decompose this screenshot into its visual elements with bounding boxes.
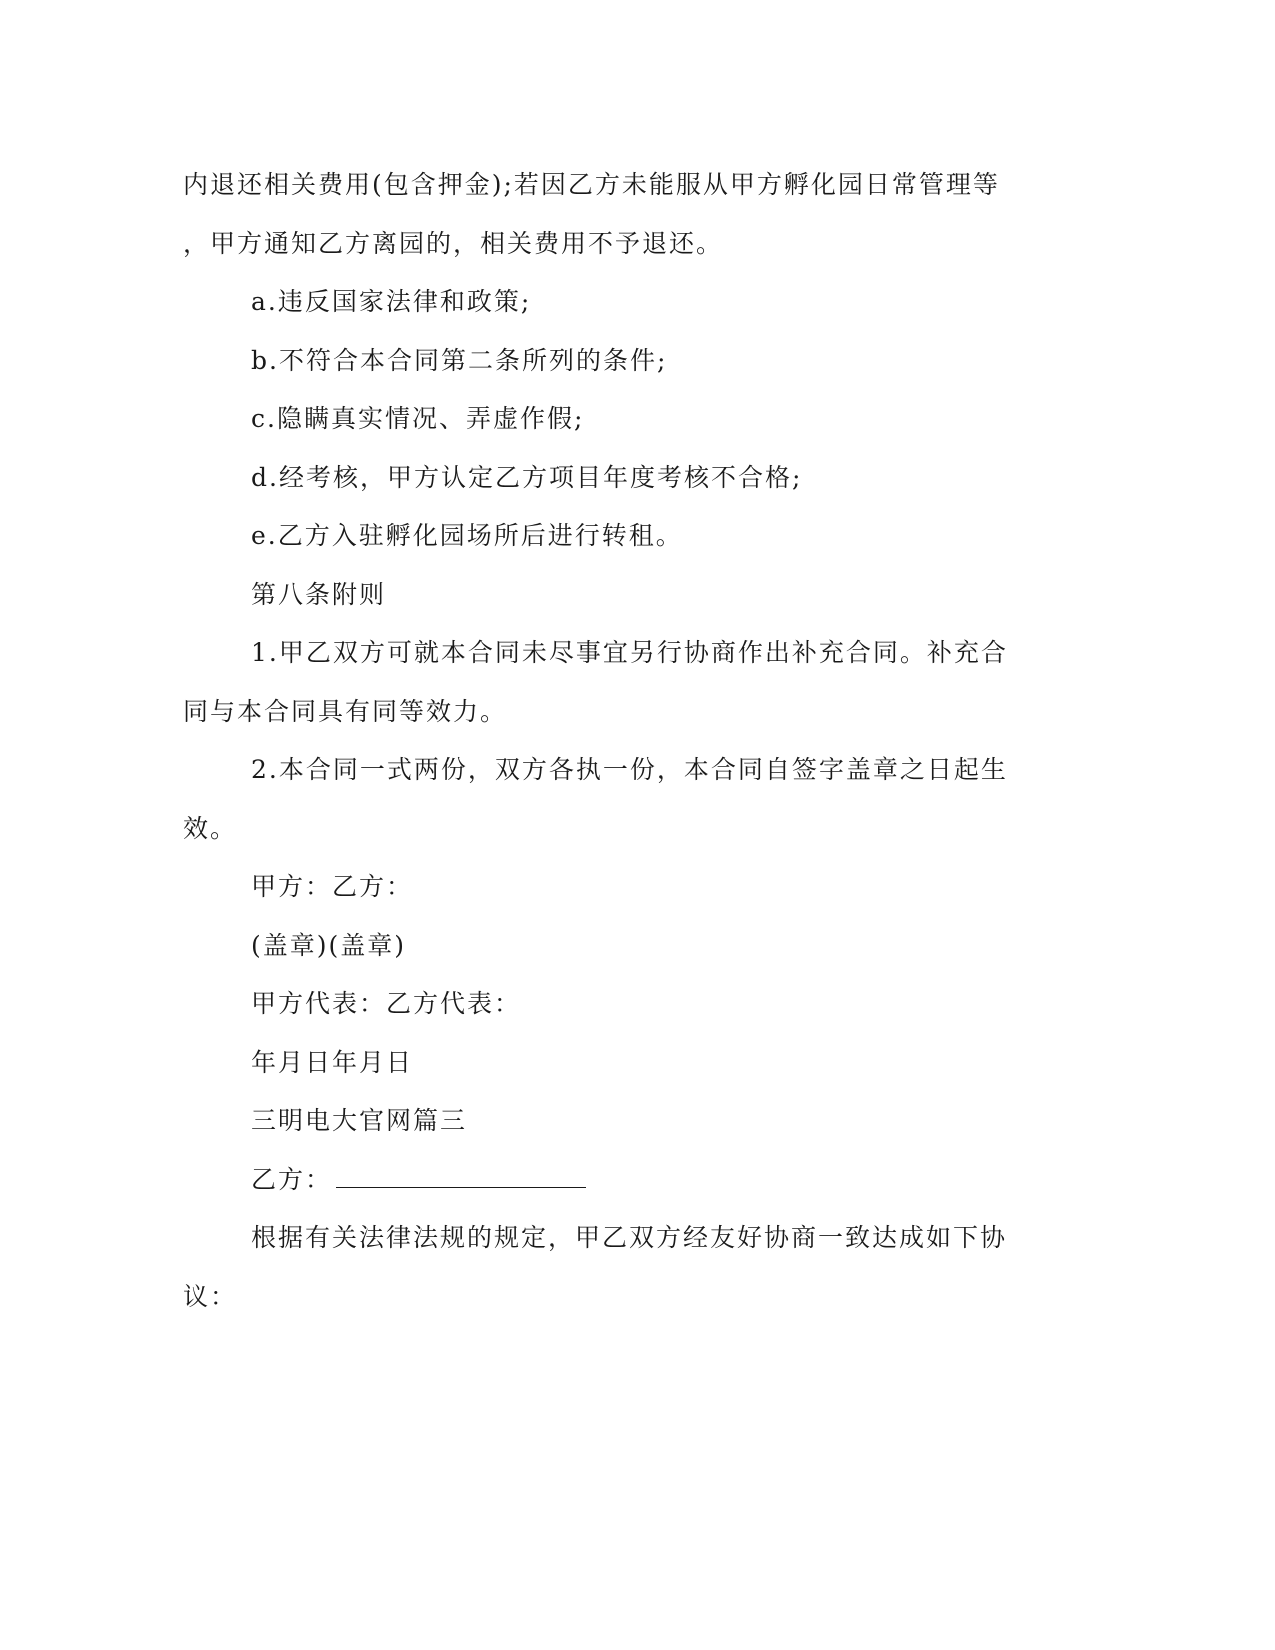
list-item: e.乙方入驻孵化园场所后进行转租。 [251,521,683,550]
section-title: 三明电大官网篇三 [251,1106,468,1135]
signature-representatives: 甲方代表：乙方代表： [251,989,522,1018]
signature-parties: 甲方：乙方： [251,872,414,901]
list-item: b.不符合本合同第二条所列的条件; [251,345,668,375]
paragraph-line: 1.甲乙双方可就本合同未尽事宜另行协商作出补充合同。补充合 [251,638,1008,667]
paragraph-line: 同与本合同具有同等效力。 [183,696,508,726]
paragraph-line: 内退还相关费用(包含押金);若因乙方未能服从甲方孵化园日常管理等 [183,170,1000,199]
paragraph-line: ，甲方通知乙方离园的，相关费用不予退还。 [183,228,724,258]
list-item: d.经考核，甲方认定乙方项目年度考核不合格; [251,462,803,492]
party-b-label: 乙方： [251,1164,333,1194]
document-body [183,156,1043,1326]
list-item: a.违反国家法律和政策; [251,287,532,316]
paragraph-line: 效。 [183,813,238,843]
signature-seals: (盖章)(盖章) [251,930,407,960]
signature-dates: 年月日年月日 [251,1047,414,1077]
party-b-blank-line [336,1167,586,1188]
party-b-field [183,1151,1043,1210]
paragraph-line: 议： [183,1281,238,1311]
list-item: c.隐瞒真实情况、弄虚作假; [251,404,585,433]
paragraph-line: 根据有关法律法规的规定，甲乙双方经友好协商一致达成如下协 [251,1223,1008,1252]
section-heading: 第八条附则 [251,579,387,609]
paragraph-line: 2.本合同一式两份，双方各执一份，本合同自签字盖章之日起生 [251,755,1008,784]
